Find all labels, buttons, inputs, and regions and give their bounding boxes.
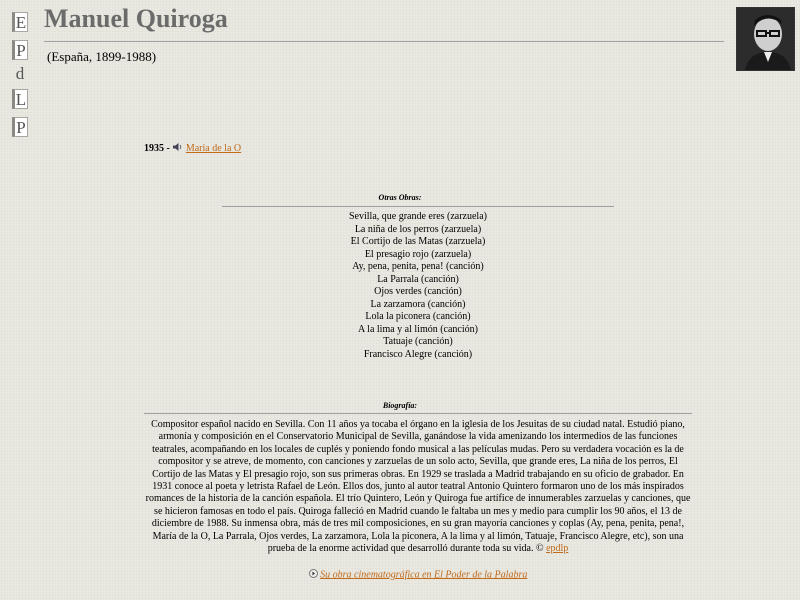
nav-letter-p[interactable]: P	[12, 40, 28, 60]
biography-divider	[144, 413, 692, 414]
featured-work-link[interactable]: Maria de la O	[185, 142, 242, 154]
other-work-item: El presagio rojo (zarzuela)	[364, 248, 472, 260]
other-work-item: Tatuaje (canción)	[383, 336, 453, 347]
film-works-line	[0, 569, 800, 581]
other-work-item: Ay, pena, penita, pena! (canción)	[352, 261, 484, 272]
other-works-heading: Otras Obras:	[378, 193, 422, 202]
nav-letter-p2[interactable]: P	[12, 117, 28, 137]
other-work-item: La Parrala (canción)	[377, 273, 459, 285]
other-work-item: El Cortijo de las Matas (zarzuela)	[350, 236, 486, 247]
nav-letter-l[interactable]: L	[12, 89, 28, 109]
featured-work	[144, 142, 241, 155]
other-work-item: La zarzamora (canción)	[370, 298, 466, 310]
credit-link[interactable]: epdlp	[546, 543, 569, 555]
title-divider	[44, 41, 724, 42]
other-work-item: La niña de los perros (zarzuela)	[354, 223, 482, 235]
other-work-item: Sevilla, que grande eres (zarzuela)	[349, 211, 487, 222]
film-works-link[interactable]: Su obra cinematográfica en El Poder de la Palabra	[320, 569, 528, 581]
featured-separator: -	[166, 142, 170, 154]
nav-letter-d[interactable]: d	[15, 64, 25, 83]
biography-heading: Biografía:	[382, 401, 418, 410]
other-works-divider	[222, 206, 614, 207]
other-work-item: Lola la piconera (canción)	[365, 311, 471, 322]
life-dates: (España, 1899-1988)	[47, 49, 157, 64]
page-title: Manuel Quiroga	[44, 4, 228, 33]
featured-year: 1935	[144, 142, 164, 154]
nav-letter-e[interactable]: E	[12, 12, 28, 32]
copyright-symbol: ©	[535, 543, 544, 555]
bullet-icon	[309, 569, 318, 581]
biography-body: Compositor español nacido en Sevilla. Con 11 años ya tocaba el órgano en la iglesia de los Jesuitas de su ciudad natal. Estudió piano, armonía y composición en el Conservatorio Municipal de Sevilla, ganándose la vida amenizando los intermedios de las funciones teatrales, acompañando en los locales de cuplés y poniendo fondo musical a las películas mudas. Pero su verdadera vocación es la de compositor y se atreve, de momento, con canciones y zarzuelas de un solo acto, Sevilla, que grande eres, La niña de los perros, El Cortijo de las Matas y El presagio rojo, son sus primeras obras. En 1929 se traslada a Madrid trabajando en su oficio de grabador. En 1931 conoce al poeta y letrista Rafael de León. Ellos dos, junto al autor teatral Antonio Quintero formaron uno de los más inspirados romances de la historia de la canción española. El trío Quintero, León y Quiroga fue artífice de innumerables zarzuelas y canciones, que se hicieron famosas en todo el país. Quiroga falleció en Madrid cuando le faltaba un mes y medio para cumplir los 90 años, el 13 de diciembre de 1988. Su inmensa obra, más de tres mil composiciones, en su gran mayoría canciones y coplas (Ay, pena, penita, pena!, María de la O, La Parrala, Ojos verdes, La zarzamora, Lola la piconera, A la lima y al limón, Tatuaje, Francisco Alegre, etc), son una prueba de la enorme actividad que desarrolló durante toda su vida.	[145, 419, 691, 555]
other-work-item: Ojos verdes (canción)	[374, 286, 462, 297]
biography-text	[144, 419, 692, 555]
portrait-photo	[736, 7, 795, 71]
other-works-list	[0, 211, 800, 361]
speaker-icon[interactable]	[172, 142, 183, 155]
other-work-item: A la lima y al limón (canción)	[358, 323, 478, 335]
other-work-item: Francisco Alegre (canción)	[363, 348, 473, 360]
